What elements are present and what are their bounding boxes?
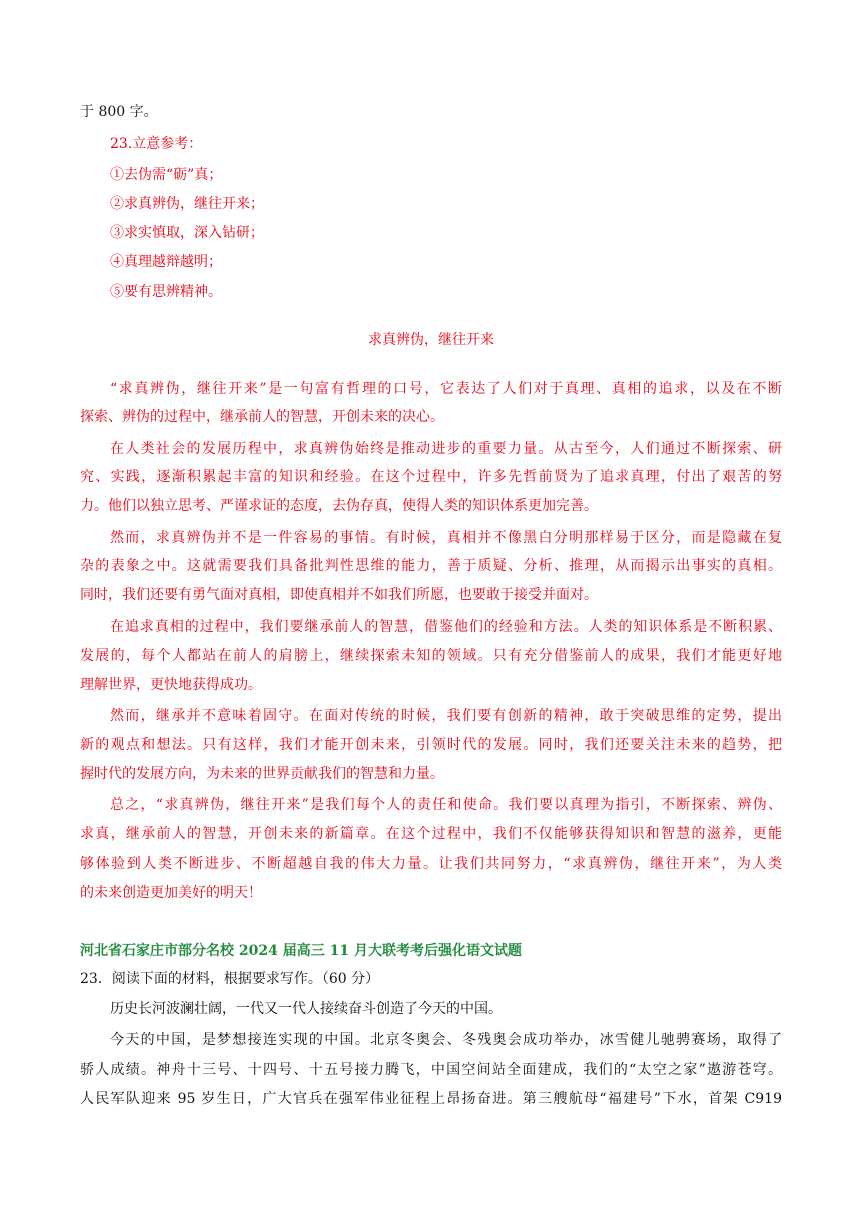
essay-line: 握时代的发展方向，为未来的世界贡献我们的智慧和力量。 [80, 766, 444, 782]
material-line: 骄人成绩。神舟十三号、十四号、十五号接力腾飞，中国空间站全面建成，我们的“太空之家”遨游苍穹。 [80, 1062, 782, 1078]
essay-line: 求真，继承前人的智慧，开创未来的新篇章。在这个过程中，我们不仅能够获得知识和智慧的滋养，更能 [80, 826, 782, 842]
essay-title: 求真辨伪，继往开来 [368, 332, 494, 348]
essay-line: 在追求真相的过程中，我们要继承前人的智慧，借鉴他们的经验和方法。人类的知识体系是不断积累、 [110, 619, 782, 635]
essay-line: 究、实践，逐渐积累起丰富的知识和经验。在这个过程中，许多先哲前贤为了追求真理，付出了艰苦的努 [80, 469, 782, 485]
material-line: 今天的中国，是梦想接连实现的中国。北京冬奥会、冬残奥会成功举办，冰雪健儿驰骋赛场，取得了 [110, 1032, 782, 1048]
reference-item: ⑤要有思辨精神。 [110, 284, 222, 300]
essay-line: 然而，求真辨伪并不是一件容易的事情。有时候，真相并不像黑白分明那样易于区分，而是隐藏在复 [110, 530, 782, 546]
essay-line: 的未来创造更加美好的明天！ [80, 885, 262, 901]
reference-item: ②求真辨伪，继往开来； [110, 196, 264, 212]
essay-line: 在人类社会的发展历程中，求真辨伪始终是推动进步的重要力量。从古至今，人们通过不断探索、研 [110, 441, 782, 457]
intro-tail: 于 800 字。 [80, 104, 158, 120]
reference-item: ①去伪需“砺”真； [110, 167, 223, 183]
material-line: 人民军队迎来 95 岁生日，广大官兵在强军伟业征程上昂扬奋进。第三艘航母“福建号”下水，首架 C919 [80, 1091, 782, 1107]
material-line: 历史长河波澜壮阔，一代又一代人接续奋斗创造了今天的中国。 [110, 1001, 502, 1017]
essay-line: 同时，我们还要有勇气面对真相，即使真相并不如我们所愿，也要敢于接受并面对。 [80, 587, 598, 603]
essay-line: 力。他们以独立思考、严谨求证的态度，去伪存真，使得人类的知识体系更加完善。 [80, 498, 598, 514]
essay-line: 新的观点和想法。只有这样，我们才能开创未来，引领时代的发展。同时，我们还要关注未来的趋势，把 [80, 737, 782, 753]
essay-line: 杂的表象之中。这就需要我们具备批判性思维的能力，善于质疑、分析、推理，从而揭示出事实的真相。 [80, 558, 782, 574]
reference-item: ④真理越辩越明； [110, 254, 222, 270]
essay-line: “求真辨伪，继往开来”是一句富有哲理的口号，它表达了人们对于真理、真相的追求，以及在不断 [110, 381, 782, 397]
essay-line: 够体验到人类不断进步、不断超越自我的伟大力量。让我们共同努力，“求真辨伪，继往开来”，为人类 [80, 856, 782, 872]
reference-item: ③求实慎取，深入钻研； [110, 225, 264, 241]
essay-line: 理解世界，更快地获得成功。 [80, 677, 262, 693]
essay-line: 总之，“求真辨伪，继往开来”是我们每个人的责任和使命。我们要以真理为指引，不断探索、辨伪、 [110, 797, 782, 813]
question-prompt: 23．阅读下面的材料，根据要求写作。（60 分） [80, 971, 380, 987]
essay-line: 然而，继承并不意味着固守。在面对传统的时候，我们要有创新的精神，敢于突破思维的定势，提出 [110, 708, 782, 724]
reference-heading: 23.立意参考： [110, 136, 203, 152]
essay-line: 探索、辨伪的过程中，继承前人的智慧，开创未来的决心。 [80, 409, 444, 425]
section-source: 河北省石家庄市部分名校 2024 届高三 11 月大联考考后强化语文试题 [80, 943, 522, 959]
essay-line: 发展的，每个人都站在前人的肩膀上，继续探索未知的领域。只有充分借鉴前人的成果，我们才能更好地 [80, 648, 782, 664]
